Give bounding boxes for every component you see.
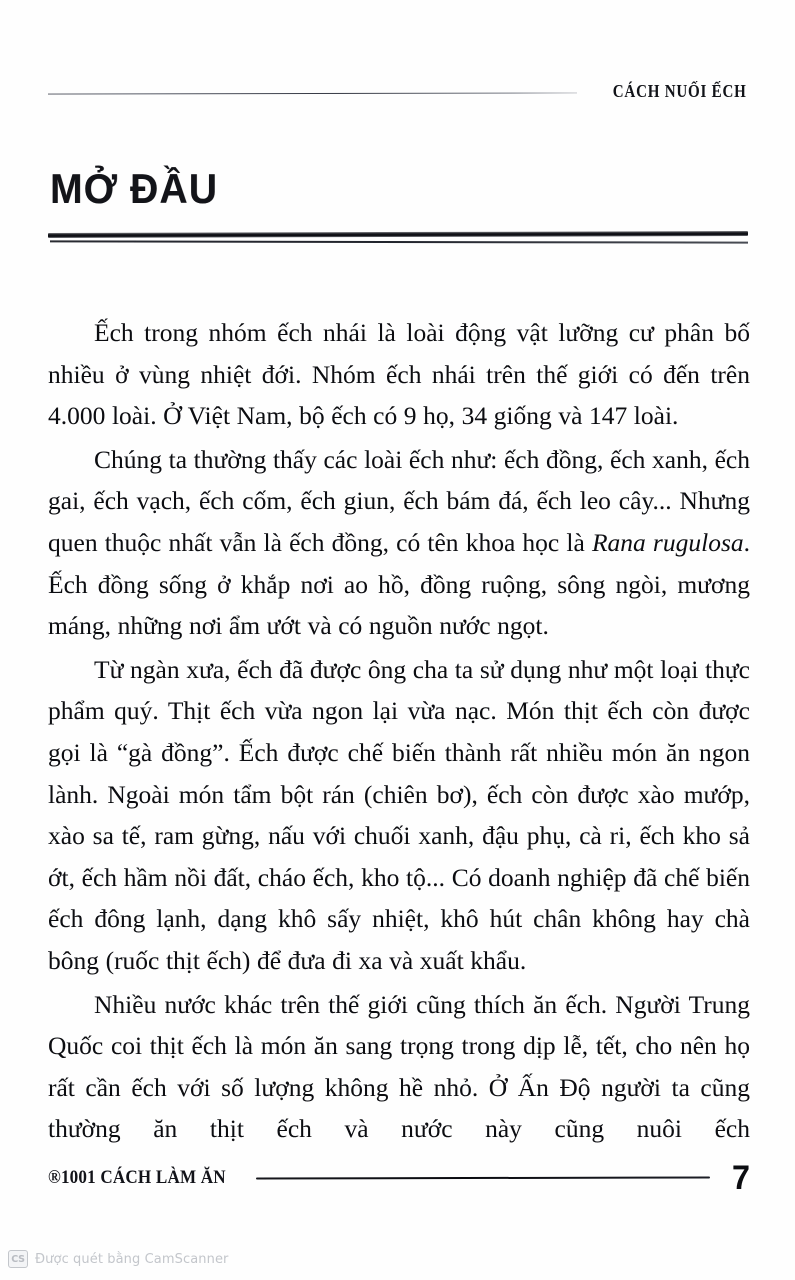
camscanner-badge-icon: CS [8,1250,28,1268]
body-text [48,312,750,1197]
page-footer [48,1155,750,1201]
paragraph-2 [48,439,750,647]
species-latin-name: Rana rugulosa [591,527,744,557]
title-rule-thin [50,240,748,243]
camscanner-watermark-text: Được quét bằng CamScanner [35,1251,229,1267]
camscanner-watermark [8,1250,229,1268]
paragraph-1: Ếch trong nhóm ếch nhái là loài động vật lưỡng cư phân bố nhiều ở vùng nhiệt đới. Nhóm ếch nhái trên thế giới có đến trên 4.000 loài. Ở Việt Nam, bộ ếch có 9 họ, 34 giống và 147 loài. [48,318,750,431]
footer-rule [256,1176,710,1180]
running-head-title: CÁCH NUỐI ẾCH [613,80,747,101]
title-rule-thick [48,231,748,238]
running-head [48,74,747,108]
chapter-title-rule [48,232,748,246]
page-number: 7 [732,1159,750,1197]
paragraph-3: Từ ngàn xưa, ếch đã được ông cha ta sử dụng như một loại thực phẩm quý. Thịt ếch vừa ngon lại vừa nạc. Món thịt ếch còn được gọi là “gà đồng”. Ếch được chế biến thành rất nhiều món ăn ngon lành. Ngoài món tẩm bột rán (chiên bơ), ếch còn được xào mướp, xào sa tế, ram gừng, nấu với chuối xanh, đậu phụ, cà ri, ếch kho sả ớt, ếch hầm nồi đất, cháo ếch, kho tộ... Có doanh nghiệp đã chế biến ếch đông lạnh, dạng khô sấy nhiệt, khô hút chân không hay chà bông (ruốc thịt ếch) để đưa đi xa và xuất khẩu. [48,654,750,975]
chapter-title: MỞ ĐẦU [50,165,219,212]
paragraph-2-after-italic: . Ếch đồng sống ở khắp nơi ao hồ, đồng ruộng, sông ngòi, mương máng, những nơi ẩm ướt và có nguồn nước ngọt. [48,527,750,641]
footer-series-label: ®1001 CÁCH LÀM ĂN [48,1167,226,1188]
paragraph-2-before-italic: Chúng ta thường thấy các loài ếch như: ếch đồng, ếch xanh, ếch gai, ếch vạch, ếch cốm, ếch giun, ếch bám đá, ếch leo cây... Nhưng quen thuộc nhất vẫn là ếch đồng, có tên khoa học là [48,444,750,557]
paragraph-4: Nhiều nước khác trên thế giới cũng thích ăn ếch. Người Trung Quốc coi thịt ếch là món ăn sang trọng trong dịp lễ, tết, cho nên họ rất cần ếch với số lượng không hề nhỏ. Ở Ấn Độ người ta cũng thường ăn thịt ếch và nước này cũng nuôi ếch [48,989,750,1144]
running-head-rule [48,92,577,95]
